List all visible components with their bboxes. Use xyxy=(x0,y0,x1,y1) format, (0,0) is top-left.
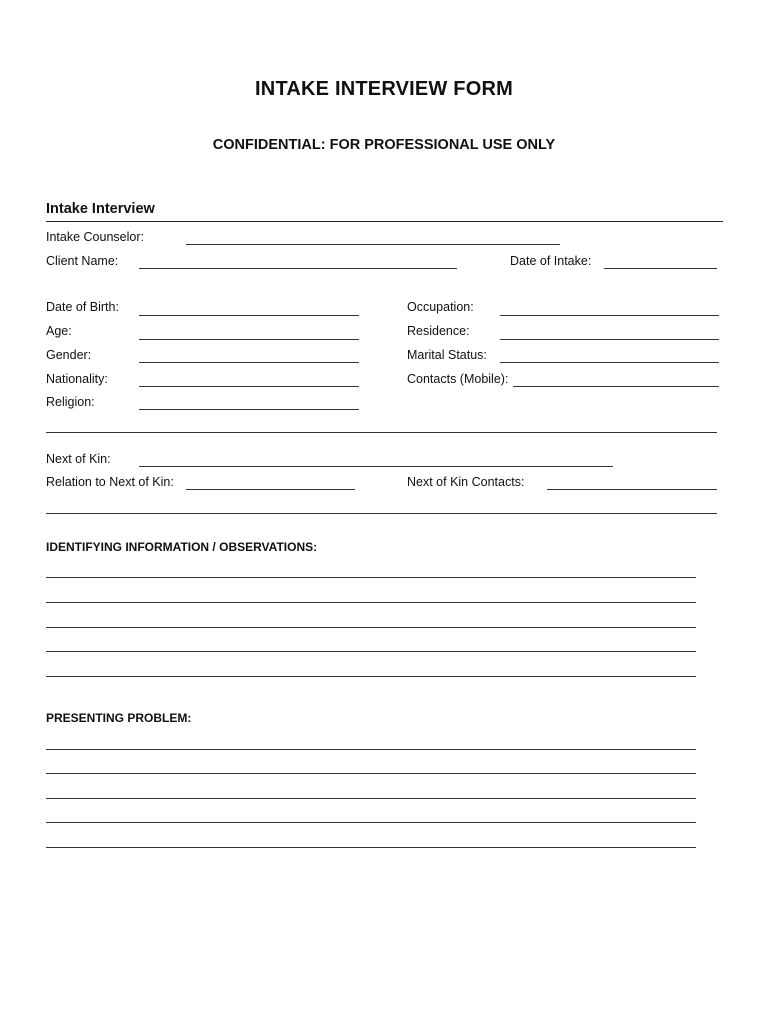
residence-field[interactable] xyxy=(500,339,719,340)
label-gender: Gender: xyxy=(46,348,92,362)
label-age: Age: xyxy=(46,324,72,338)
label-next-of-kin-contacts: Next of Kin Contacts: xyxy=(407,475,525,489)
relation-to-next-of-kin-field[interactable] xyxy=(186,489,355,490)
next-of-kin-field[interactable] xyxy=(139,466,613,467)
observations-line-3[interactable] xyxy=(46,627,696,628)
label-contacts-mobile: Contacts (Mobile): xyxy=(407,372,509,386)
label-next-of-kin: Next of Kin: xyxy=(46,452,111,466)
gender-field[interactable] xyxy=(139,362,359,363)
confidentiality-notice: CONFIDENTIAL: FOR PROFESSIONAL USE ONLY xyxy=(212,137,556,153)
intake-counselor-field[interactable] xyxy=(186,244,560,245)
label-date-of-birth: Date of Birth: xyxy=(46,300,119,314)
label-occupation: Occupation: xyxy=(407,300,474,314)
observations-line-4[interactable] xyxy=(46,651,696,652)
label-marital-status: Marital Status: xyxy=(407,348,487,362)
heading-presenting-problem: PRESENTING PROBLEM: xyxy=(46,711,192,725)
presenting-problem-line-1[interactable] xyxy=(46,749,696,750)
label-nationality: Nationality: xyxy=(46,372,108,386)
date-of-birth-field[interactable] xyxy=(139,315,359,316)
client-name-field[interactable] xyxy=(139,268,457,269)
section-heading-intake-interview: Intake Interview xyxy=(46,201,155,217)
marital-status-field[interactable] xyxy=(500,362,719,363)
presenting-problem-line-5[interactable] xyxy=(46,847,696,848)
presenting-problem-line-4[interactable] xyxy=(46,822,696,823)
heading-identifying-information: IDENTIFYING INFORMATION / OBSERVATIONS: xyxy=(46,540,318,554)
observations-line-5[interactable] xyxy=(46,676,696,677)
form-title: INTAKE INTERVIEW FORM xyxy=(255,78,513,100)
age-field[interactable] xyxy=(139,339,359,340)
next-of-kin-contacts-field[interactable] xyxy=(547,489,717,490)
label-client-name: Client Name: xyxy=(46,254,119,268)
divider-line xyxy=(46,513,717,514)
contacts-mobile-field[interactable] xyxy=(513,386,719,387)
religion-field[interactable] xyxy=(139,409,359,410)
occupation-field[interactable] xyxy=(500,315,719,316)
presenting-problem-line-3[interactable] xyxy=(46,798,696,799)
divider-line xyxy=(46,432,717,433)
label-relation-to-next-of-kin: Relation to Next of Kin: xyxy=(46,475,174,489)
label-intake-counselor: Intake Counselor: xyxy=(46,230,144,244)
label-residence: Residence: xyxy=(407,324,470,338)
observations-line-2[interactable] xyxy=(46,602,696,603)
section-rule xyxy=(46,221,723,222)
label-date-of-intake: Date of Intake: xyxy=(510,254,592,268)
date-of-intake-field[interactable] xyxy=(604,268,717,269)
nationality-field[interactable] xyxy=(139,386,359,387)
observations-line-1[interactable] xyxy=(46,577,696,578)
presenting-problem-line-2[interactable] xyxy=(46,773,696,774)
label-religion: Religion: xyxy=(46,395,95,409)
